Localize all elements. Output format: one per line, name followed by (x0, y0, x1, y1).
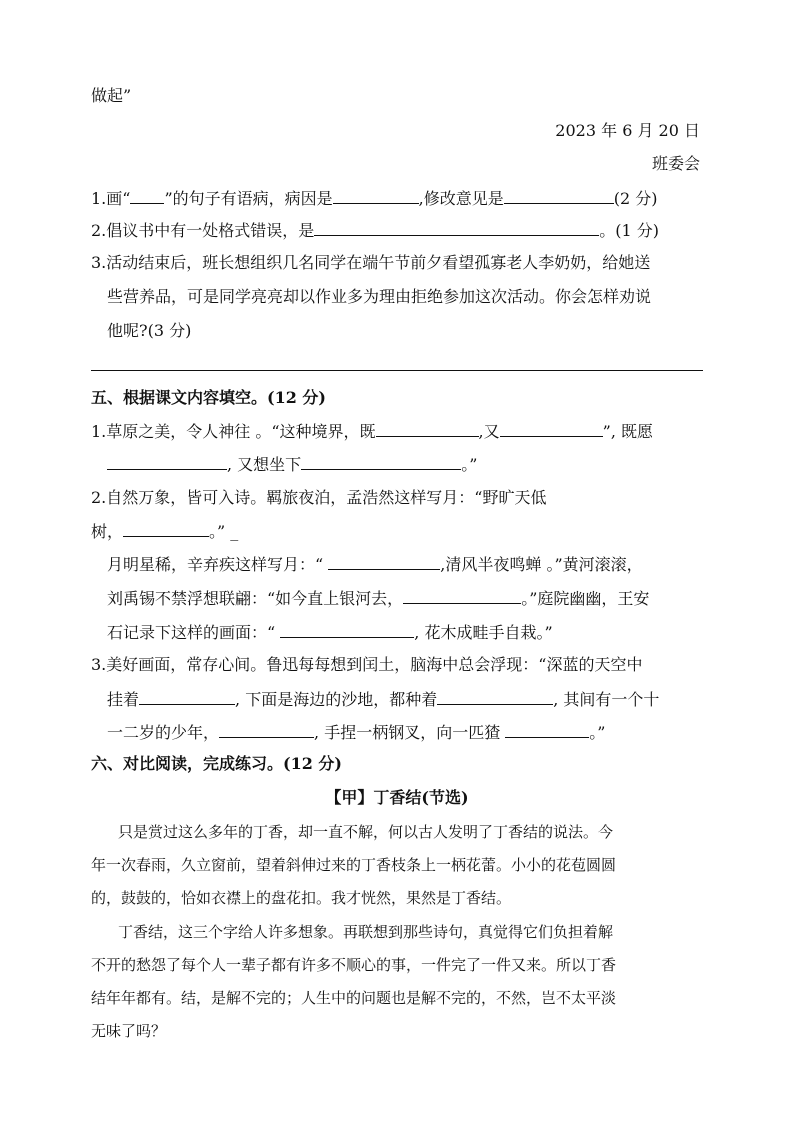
blank[interactable] (123, 519, 209, 537)
text: ”, 既愿 (602, 422, 653, 441)
q5-3-line1 (91, 653, 642, 677)
text: 只是赏过这么多年的丁香，却一直不解，何以古人发明了丁香结的说法。今 (118, 823, 614, 841)
text: 。(1 分) (599, 221, 660, 240)
text: 树， (91, 522, 124, 541)
passage-p2-line4 (91, 1019, 166, 1043)
text: 丁香结，这三个字给人许多想象。再联想到那些诗句，真觉得它们负担着解 (118, 923, 614, 941)
text: 不开的愁怨了每个人一辈子都有许多不顺心的事，一件完了一件又来。所以丁香 (91, 956, 617, 974)
text: 1.画“ (91, 189, 131, 208)
text: 做起” (91, 86, 132, 105)
text: 结年年都有。结，是解不完的；人生中的问题也是解不完的，不然，岂不太平淡 (91, 989, 617, 1007)
continued-text (91, 84, 131, 108)
text: 刘禹锡不禁浮想联翩：“如今直上银河去， (107, 589, 404, 608)
q5-1-line1 (91, 419, 653, 444)
answer-line[interactable] (91, 370, 703, 371)
text: 2023 年 6 月 20 日 (555, 121, 700, 140)
section-6-title (91, 752, 342, 776)
q4-1 (91, 186, 658, 211)
text: 3.活动结束后，班长想组织几名同学在端午节前夕看望孤寡老人李奶奶，给她送 (91, 253, 651, 272)
q4-3-line1 (91, 251, 650, 275)
text: 1.草原之美，令人神往 。“这种境界，既 (91, 422, 376, 441)
text: 。” _ (209, 522, 239, 541)
blank[interactable] (437, 687, 553, 705)
q4-3-line3 (107, 319, 191, 343)
blank[interactable] (280, 620, 414, 638)
text: 3.美好画面，常存心间。鲁迅每每想到闰土，脑海中总会浮现：“深蓝的天空中 (91, 655, 643, 674)
blank[interactable] (403, 586, 521, 604)
text: 挂着 (107, 690, 140, 709)
passage-p2-line2 (91, 953, 616, 977)
text: 六、对比阅读，完成练习。(12 分) (91, 754, 342, 773)
text: , 花木成畦手自栽。” (414, 623, 553, 642)
passage-p2-line1 (118, 920, 613, 944)
q4-3-line2 (107, 285, 651, 309)
blank[interactable] (376, 419, 479, 437)
blank[interactable] (328, 552, 440, 570)
text: , 下面是海边的沙地，都种着 (235, 690, 438, 709)
passage-p1-line2 (91, 853, 616, 877)
q5-2-line2 (91, 519, 238, 544)
blank[interactable] (301, 452, 461, 470)
passage-p2-line3 (91, 986, 616, 1010)
blank[interactable] (504, 186, 614, 204)
q5-3-line2 (107, 687, 659, 712)
text: 班委会 (651, 154, 700, 173)
q5-3-line3 (107, 720, 605, 745)
text: 2.倡议书中有一处格式错误，是 (91, 221, 315, 240)
text: 【甲】丁香结(节选) (325, 788, 469, 807)
text: 2.自然万象，皆可入诗。羁旅夜泊，孟浩然这样写月：“野旷天低 (91, 488, 547, 507)
blank[interactable] (139, 687, 235, 705)
text: 无味了吗？ (91, 1022, 167, 1040)
proposal-signer (652, 152, 700, 176)
text: 五、根据课文内容填空。(12 分) (91, 388, 326, 407)
text: ,修改意见是 (418, 189, 504, 208)
text: 。”庭院幽幽，王安 (521, 589, 650, 608)
passage-p1-line3 (91, 886, 511, 910)
blank[interactable] (219, 720, 314, 738)
proposal-date (555, 119, 700, 143)
blank[interactable] (130, 186, 164, 204)
text: (2 分) (613, 189, 658, 208)
text: ,又 (478, 422, 500, 441)
text: , 其间有一个十 (553, 690, 660, 709)
q4-2 (91, 218, 659, 243)
text: ,清风半夜鸣蝉 。”黄河滚滚， (440, 555, 643, 574)
text: 年一次春雨，久立窗前，望着斜伸过来的丁香枝条上一柄花蕾。小小的花苞圆圆 (91, 856, 617, 874)
text: 月明星稀，辛弃疾这样写月：“ (107, 555, 329, 574)
q5-2-line3 (107, 552, 643, 577)
blank[interactable] (505, 720, 589, 738)
blank[interactable] (333, 186, 419, 204)
q5-2-line5 (107, 620, 553, 645)
text: 石记录下这样的画面：“ (107, 623, 281, 642)
text: , 手捏一柄钢叉，向一匹猹 (314, 723, 506, 742)
text: 的，鼓鼓的，恰如衣襟上的盘花扣。我才恍然，果然是丁香结。 (91, 889, 512, 907)
section-5-title (91, 386, 326, 410)
blank[interactable] (500, 419, 603, 437)
text: 他呢?(3 分) (107, 321, 192, 340)
blank[interactable] (314, 218, 599, 236)
q5-2-line1 (91, 486, 546, 510)
passage-p1-line1 (118, 820, 613, 844)
text: , 又想坐下 (227, 455, 302, 474)
text: ”的句子有语病，病因是 (164, 189, 333, 208)
text: 一二岁的少年， (107, 723, 220, 742)
q5-2-line4 (107, 586, 649, 611)
text: 些营养品，可是同学亮亮却以作业多为理由拒绝参加这次活动。你会怎样劝说 (107, 287, 652, 306)
text: 。” (461, 455, 478, 474)
blank[interactable] (107, 452, 227, 470)
passage-title (0, 786, 794, 810)
q5-1-line2 (107, 452, 477, 477)
text: 。” (589, 723, 606, 742)
